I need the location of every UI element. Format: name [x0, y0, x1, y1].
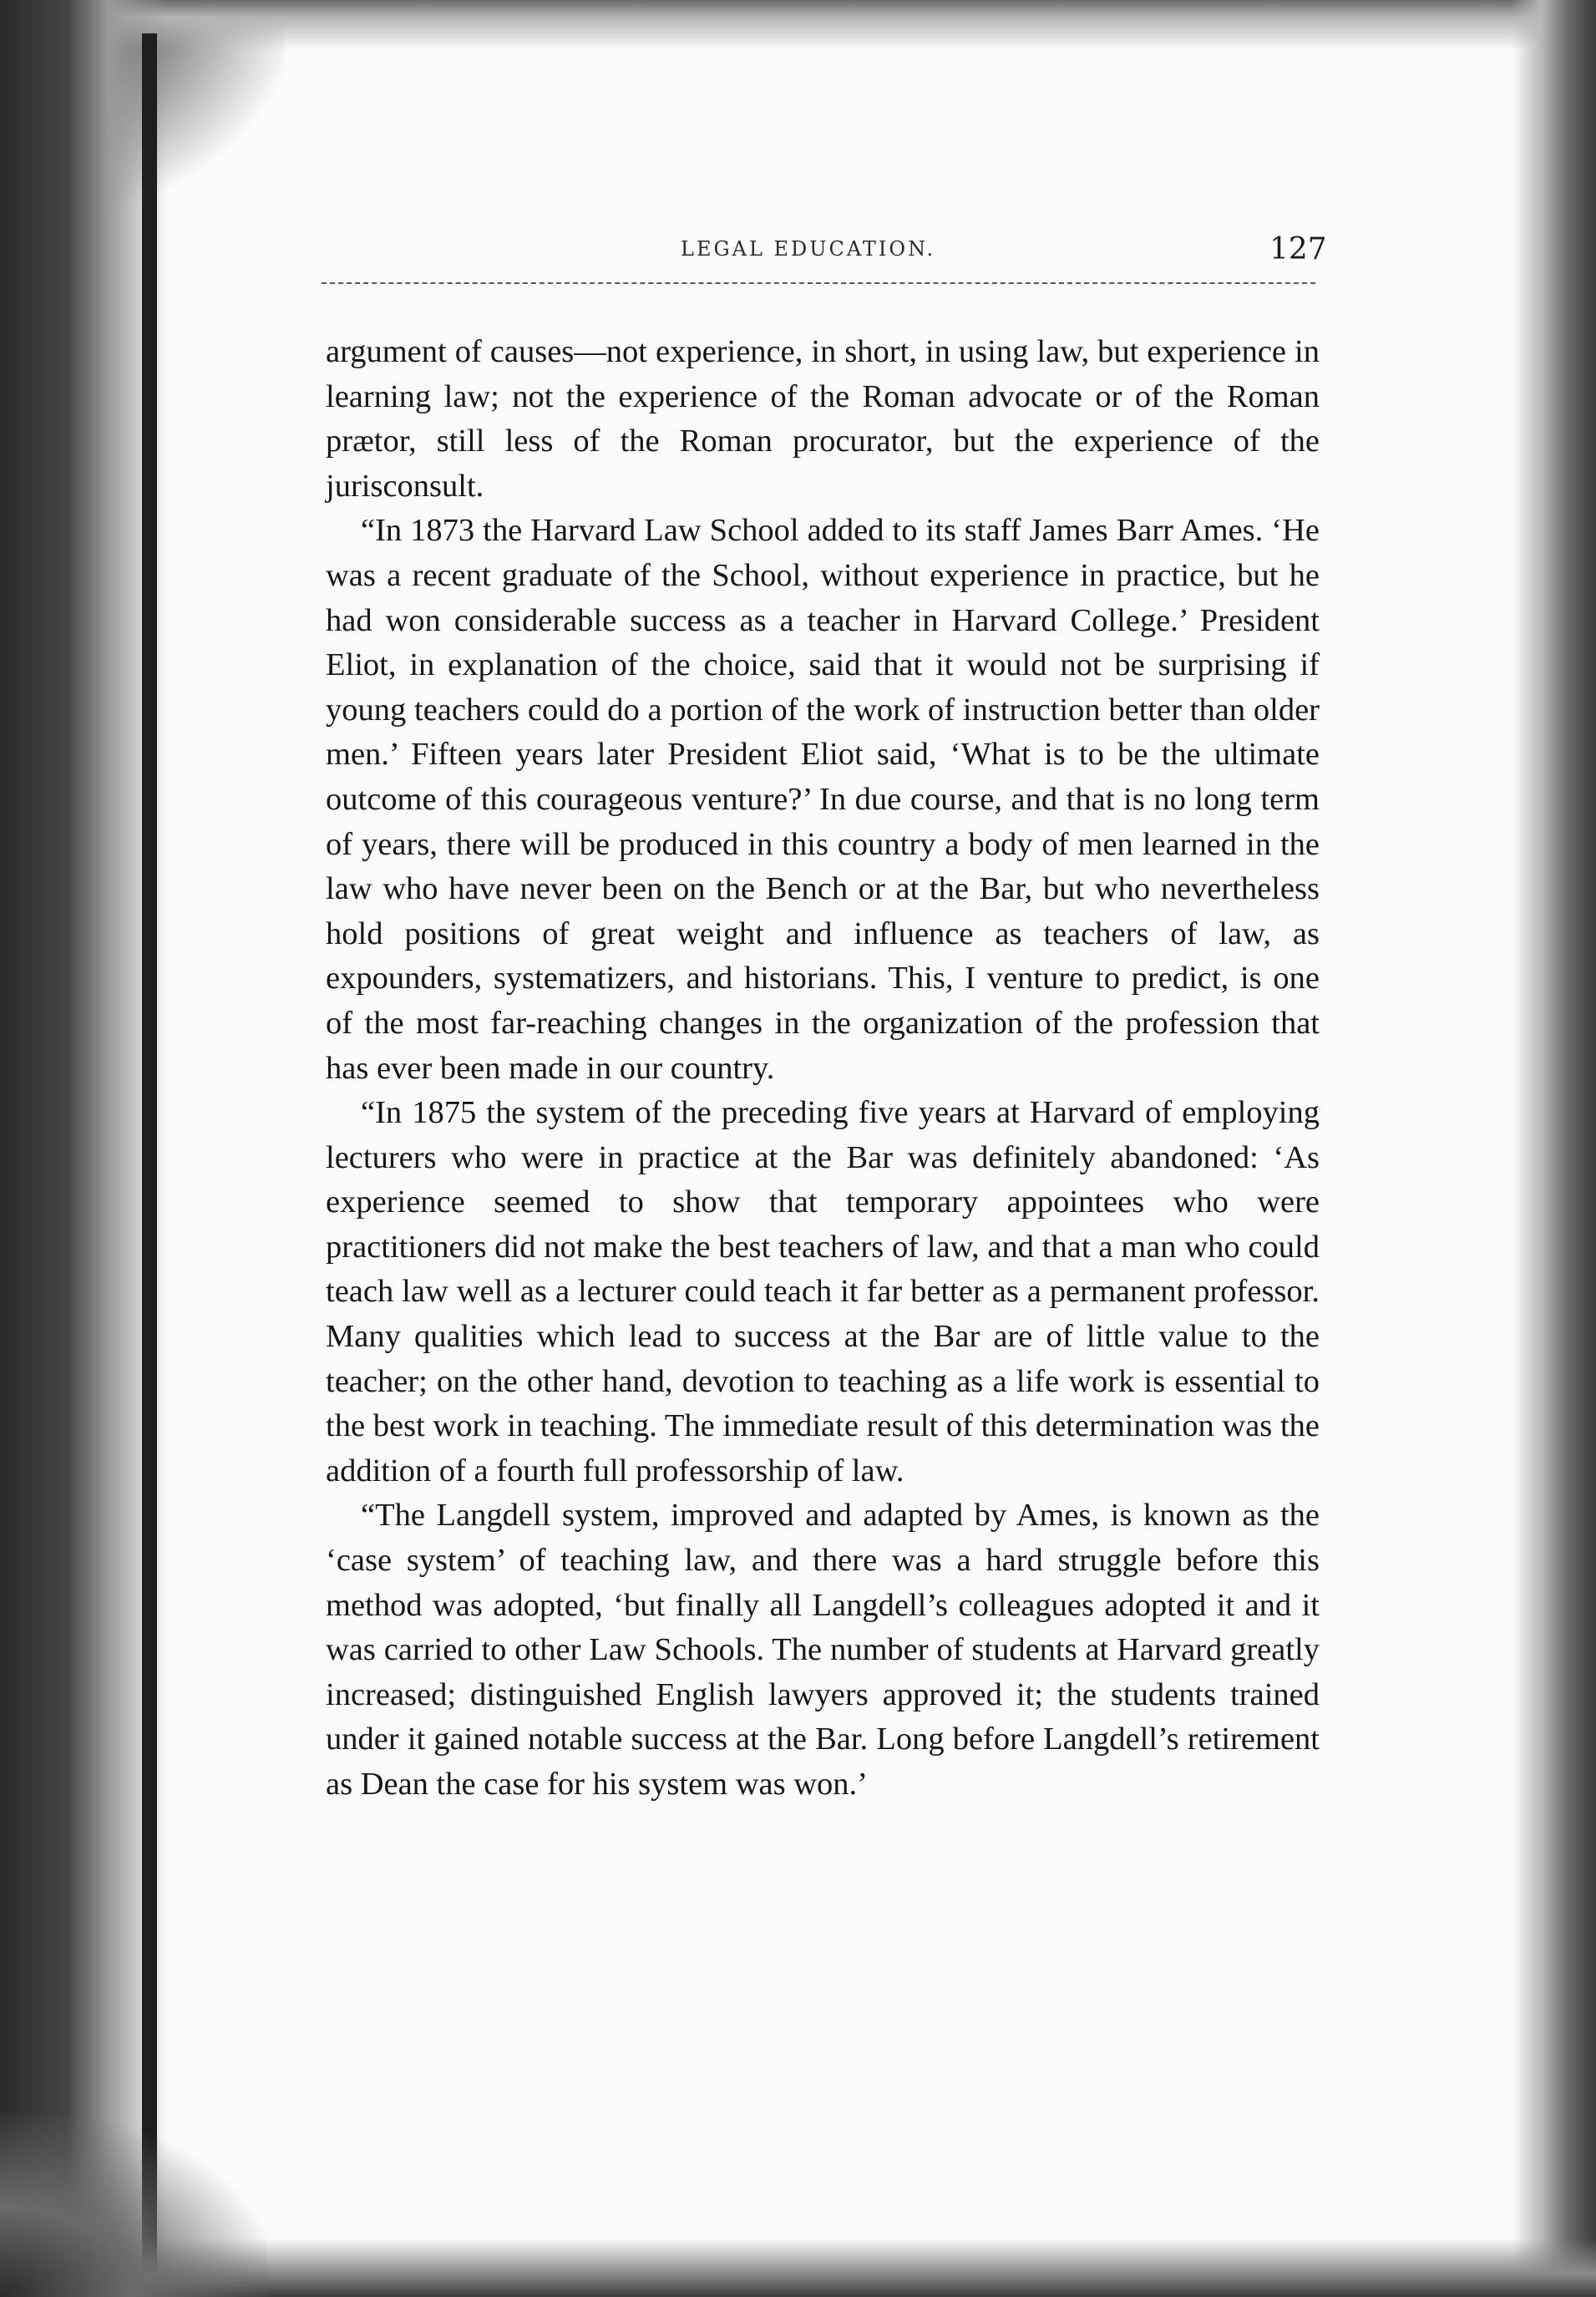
book-gutter [142, 33, 157, 2272]
running-title: LEGAL EDUCATION. [681, 237, 936, 261]
paragraph: “In 1873 the Harvard Law School added to its staff James Barr Ames. ‘He was a recent graduate of the School, without experience in practice, but he had won considerable success as a teacher in Harvard College.’ President Eliot, in explanation of the choice, said that it would not be surprising if young teachers could do a portion of the work of instruction better than older men.’ Fifteen years later President Eliot said, ‘What is to be the ultimate outcome of this courageous venture?’ In due course, and that is no long term of years, there will be produced in this country a body of men learned in the law who have never been on the Bench or at the Bar, but who nevertheless hold positions of great weight and influence as teachers of law, as expounders, systematizers, and historians. This, I venture to predict, is one of the most far-reaching changes in the organization of the profession that has ever been made in our country. [326, 513, 1320, 1086]
running-head [322, 232, 1327, 274]
scan-shadow-right [1512, 0, 1596, 2297]
body-text [326, 330, 1320, 1808]
paragraph: argument of causes—not experience, in short, in using law, but experience in learning law; not the experience of the Roman advocate or of the Roman prætor, still less of the Roman procurator, but the experience of the jurisconsult. [326, 334, 1320, 504]
scan-shadow-top [0, 0, 1596, 50]
paragraph: “In 1875 the system of the preceding five years at Harvard of employing lecturers who were in practice at the Bar was definitely abandoned: ‘As experience seemed to show that temporary appointees who were practitioners did not make the best teachers of law, and that a man who could teach law well as a lecturer could teach it far better as a permanent professor. Many qualities which lead to success at the Bar are of little value to the teacher; on the other hand, devotion to teaching as a life work is essential to the best work in teaching. The immediate result of this determination was the addition of a fourth full professorship of law. [326, 1095, 1320, 1488]
page-number: 127 [1269, 232, 1327, 266]
paragraph: “The Langdell system, improved and adapted by Ames, is known as the ‘case system’ of teaching law, and there was a hard struggle before this method was adopted, ‘but finally all Langdell’s colleagues adopted it and it was carried to other Law Schools. The number of students at Harvard greatly increased; distinguished English lawyers approved it; the students trained under it gained notable success at the Bar. Long before Langdell’s retirement as Dean the case for his system was won.’ [326, 1498, 1320, 1802]
scan-shadow-bottom-left [0, 2113, 267, 2297]
header-rule [322, 282, 1315, 284]
